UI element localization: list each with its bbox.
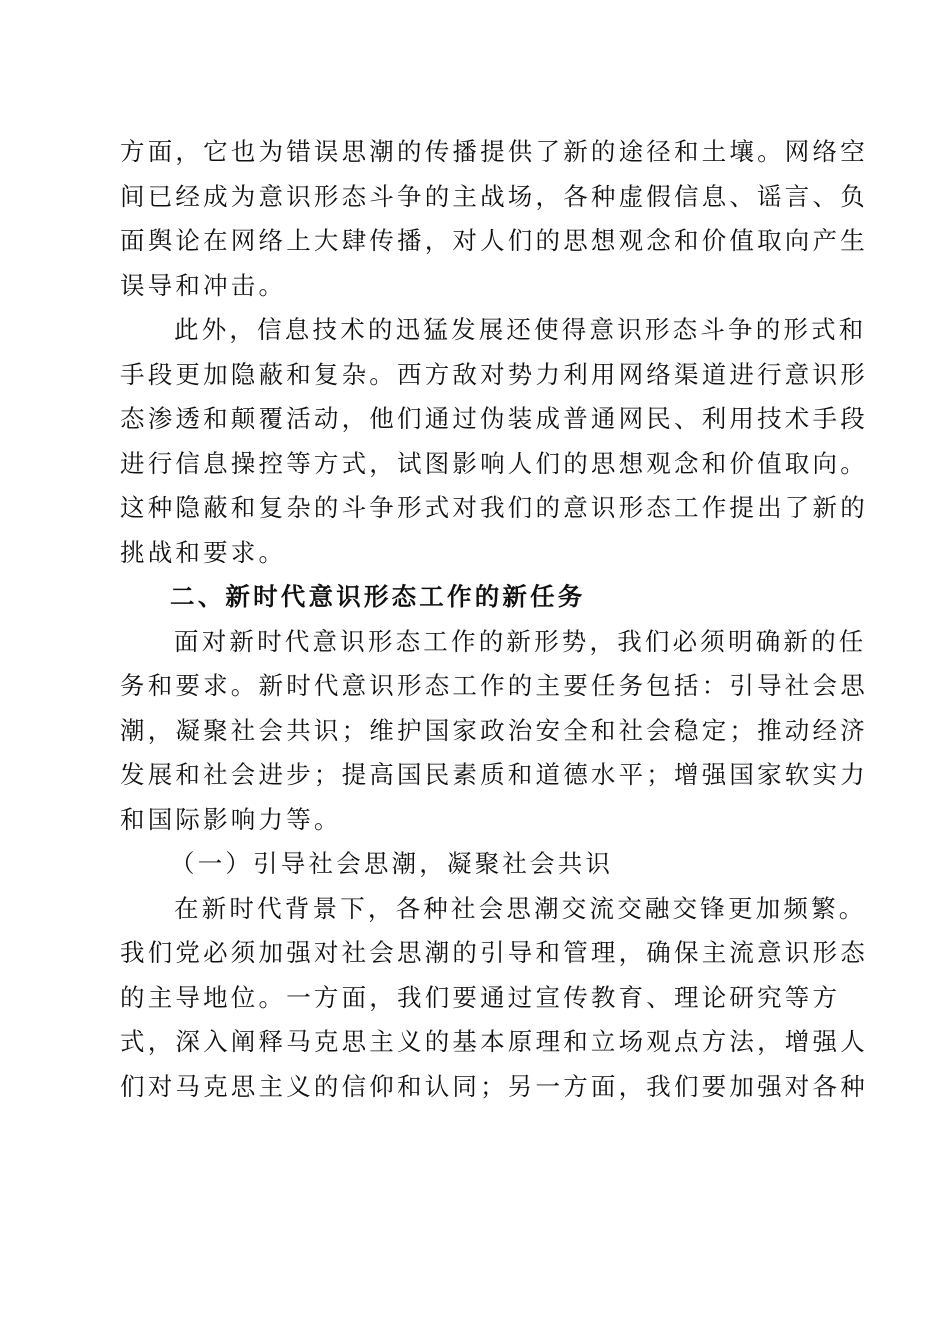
text-line: 我们党必须加强对社会思潮的引导和管理，确保主流意识形态 [120,938,868,967]
paragraph-3 [120,620,868,843]
document-body [120,130,868,1109]
text-line: 式，深入阐释马克思主义的基本原理和立场观点方法，增强人 [120,1027,868,1056]
text-line: 方面，它也为错误思潮的传播提供了新的途径和土壤。网络空 [120,137,868,166]
text-line: 态渗透和颠覆活动，他们通过伪装成普通网民、利用技术手段 [120,404,868,433]
text-line: 进行信息操控等方式，试图影响人们的思想观念和价值取向。 [120,448,868,478]
text-line: 和国际影响力等。 [120,804,342,834]
text-line: 的主导地位。一方面，我们要通过宣传教育、理论研究等方 [120,982,841,1012]
text-line: 此外，信息技术的迅猛发展还使得意识形态斗争的形式和 [174,315,867,344]
paragraph-1 [120,130,868,308]
text-line: 面对新时代意识形态工作的新形势，我们必须明确新的任 [174,626,867,656]
text-line: 手段更加隐蔽和复杂。西方敌对势力利用网络渠道进行意识形 [120,359,868,389]
text-line: 发展和社会进步；提高国民素质和道德水平；增强国家软实力 [120,760,868,789]
section-heading: 二、新时代意识形态工作的新任务 [170,582,586,611]
text-line: 面舆论在网络上大肆传播，对人们的思想观念和价值取向产生 [120,226,868,255]
paragraph-4 [120,887,868,1110]
text-line: 这种隐蔽和复杂的斗争形式对我们的意识形态工作提出了新的 [120,493,868,522]
text-line: 潮，凝聚社会共识；维护国家政治安全和社会稳定；推动经济 [120,715,868,745]
paragraph-2 [120,308,868,575]
subsection-heading: （一）引导社会思潮，凝聚社会共识 [170,849,614,878]
text-line: 在新时代背景下，各种社会思潮交流交融交锋更加频繁。 [174,893,867,923]
text-line: 们对马克思主义的信仰和认同；另一方面，我们要加强对各种 [120,1071,868,1101]
text-line: 间已经成为意识形态斗争的主战场，各种虚假信息、谣言、负 [120,181,868,211]
text-line: 误导和冲击。 [120,270,287,300]
text-line: 务和要求。新时代意识形态工作的主要任务包括：引导社会思 [120,671,868,700]
text-line: 挑战和要求。 [120,537,287,567]
